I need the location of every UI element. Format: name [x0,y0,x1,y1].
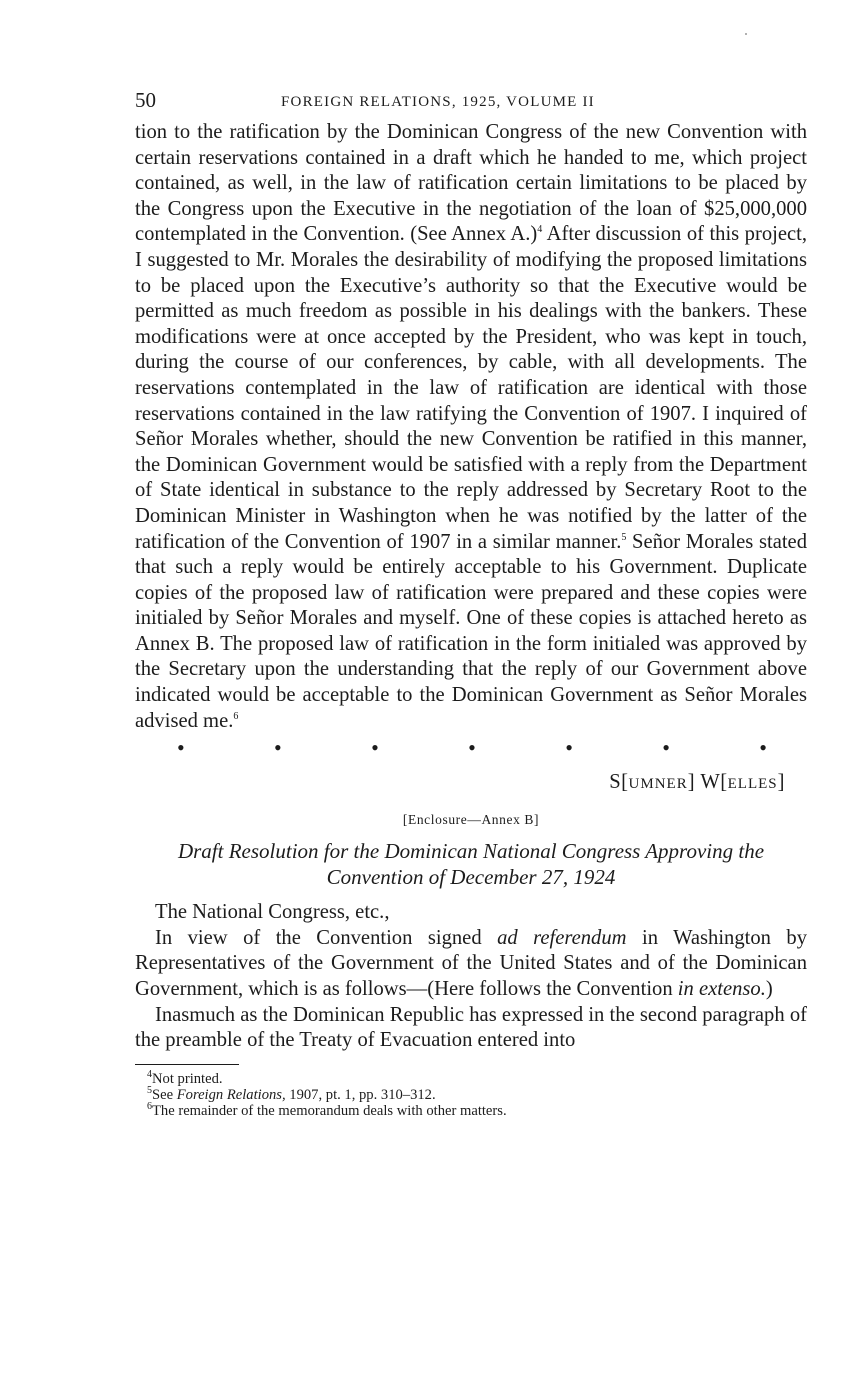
bracket: ] [777,771,785,794]
signature [135,768,807,798]
page-number: 50 [135,88,156,112]
footnote-citation-title: Foreign Relations, [176,1086,286,1103]
running-title: FOREIGN RELATIONS, 1925, VOLUME II [281,94,595,110]
enclosure-label: [Enclosure—Annex B] [402,812,540,828]
text-segment: in Washington by Representatives of the Government of the United States and of the Dominican Government, which is as follows—(Here follows the Convention [135,926,807,1001]
footnote-text: See [152,1086,177,1103]
signature-name-part: UMNER [628,776,688,793]
ellipsis-dot: • [371,735,379,761]
signature-name-part: ELLES [727,776,778,793]
footnote-mark: 5 [147,1084,152,1096]
footnote-4 [147,1068,807,1087]
footnote-text: 1907, pt. 1, pp. 310–312. [285,1086,436,1103]
ellipsis-dots [135,735,807,764]
footnote-text: The remainder of the memorandum deals with other matters. [152,1102,507,1119]
text-segment: In view of the Convention signed [155,926,498,949]
text-segment: After discussion of this project, I suggested to Mr. Morales the desirability of modifying the proposed limitations to be placed upon the Executive’s authority so that the Executive would be permitted as much freedom as possible in his dealings with the bankers. These modifications were at once accepted by the President, who was kept in touch, during the course of our conferences, by cable, with all developments. The reservations contemplated in the law of ratification are identical with those reservations contained in the law ratifying the Convention of 1907. I inquired of Señor Morales whether, should the new Convention be ratified in this manner, the Dominican Government would be satisfied with a reply from the Department of State identical in substance to the reply addressed by Secretary Root to the Dominican Minister in Washington when he was notified by the latter of the ratification of the Convention of 1907 in a similar manner. [135,223,807,553]
document-page [135,88,807,1119]
text-segment: tion to the ratification by the Dominican Congress of the new Convention with certain reservations contained in a draft which he handed to me, which project contained, as well, in the law of ratification certain limitations to be placed by the Congress upon the Executive in the negotiation of the loan of $25,000,000 contemplated in the Convention. (See Annex A.) [135,121,807,246]
footnote-text: Not printed. [152,1070,223,1087]
ellipsis-dot: • [274,735,282,761]
footnote-ref-4: 4 [537,224,543,236]
memorandum-body [135,120,807,734]
ellipsis-dot: • [565,735,573,761]
draft-line: The National Congress, etc., [155,901,390,924]
bracket: [ [621,771,629,794]
draft-resolution-body [135,900,807,1054]
footnote-ref-6: 6 [233,710,239,722]
running-header [135,88,807,120]
footnote-mark: 4 [147,1068,152,1080]
footnote-5 [147,1084,807,1103]
draft-paragraph: Inasmuch as the Dominican Republic has expressed in the second paragraph of the preamble of the Treaty of Evacuation entered into [135,1003,807,1052]
stray-mark [745,33,747,35]
italic-term: in extenso. [677,978,766,1001]
ellipsis-dot: • [177,735,185,761]
bracket: [ [720,771,728,794]
footnote-6 [147,1100,807,1119]
signature-initial: S [609,771,622,794]
ellipsis-dot: • [759,735,767,761]
italic-term: ad referendum [497,926,627,949]
draft-resolution-title: Draft Resolution for the Dominican National Congress Approving the Convention of December 27, 1924 [177,839,765,890]
draft-paragraph [135,926,807,1003]
ellipsis-dot: • [468,735,476,761]
text-segment: ) [765,978,773,1001]
ellipsis-dot: • [662,735,670,761]
footnote-divider [135,1064,239,1065]
bracket: ] [687,771,696,794]
text-segment: Señor Morales stated that such a reply would be entirely acceptable to his Government. Duplicate copies of the proposed law of ratification were prepared and these copies were initialed by Señor Morales and myself. One of these copies is attached hereto as Annex B. The proposed law of ratification in the form initialed was approved by the Secretary upon the understanding that the reply of our Government above indicated would be acceptable to the Dominican Government as Señor Morales advised me. [135,530,807,732]
footnotes [135,1068,807,1119]
signature-initial: W [700,771,721,794]
memorandum-paragraph [135,120,807,734]
footnote-ref-5: 5 [621,531,627,543]
footnote-mark: 6 [147,1100,152,1112]
